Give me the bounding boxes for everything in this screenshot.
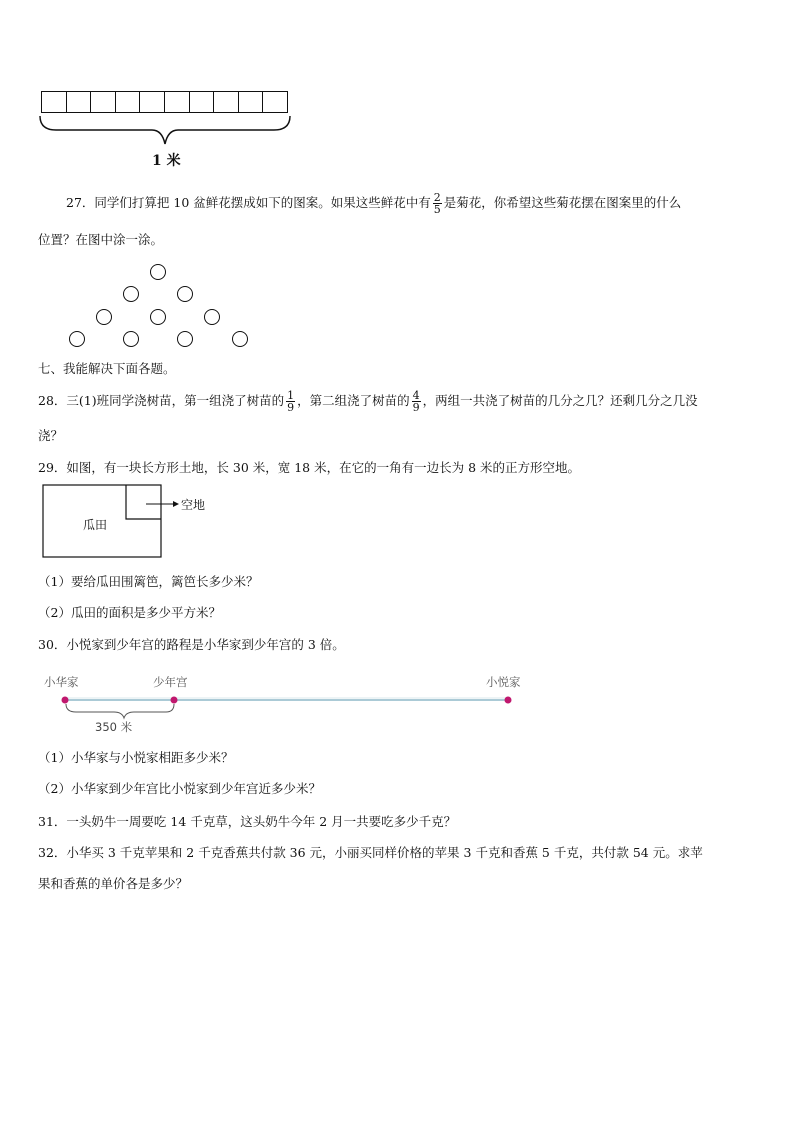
fraction-2-5: $\frac{2}{5}$ <box>433 191 441 216</box>
brace <box>36 114 294 150</box>
meter-ruler <box>41 91 288 113</box>
q27-line2: 位置？在图中涂一涂。 <box>38 232 164 247</box>
flower-circle[interactable] <box>96 309 112 325</box>
field-label: 瓜田 <box>83 518 108 532</box>
fraction-4-9: $\frac{4}{9}$ <box>412 389 420 414</box>
q32-line1: 32．小华买 3 千克苹果和 2 千克香蕉共付款 36 元，小丽买同样价格的苹果 3 千克和香蕉 5 千克，共付款 54 元。求苹 <box>38 845 703 860</box>
flower-circle[interactable] <box>232 331 248 347</box>
ruler-label: 1 米 <box>152 153 181 169</box>
q29-text: 29．如图，有一块长方形土地，长 30 米，宽 18 米，在它的一角有一边长为 8 米的正方形空地。 <box>38 460 581 475</box>
fraction-1-9: $\frac{1}{9}$ <box>287 389 295 414</box>
q28-line2: 浇？ <box>38 428 64 443</box>
flower-circle[interactable] <box>123 331 139 347</box>
flower-circle[interactable] <box>177 331 193 347</box>
empty-land-label: 空地 <box>181 498 206 512</box>
point-label-xiaohua: 小华家 <box>44 675 79 689</box>
distance-label: 350 米 <box>95 720 133 734</box>
q28-line1: 28．三(1)班同学浇树苗，第一组浇了树苗的 $\frac{1}{9}$ ，第二组浇了树苗的 $\frac{4}{9}$ ，两组一共浇了树苗的几分之几？还剩几分之几没 <box>38 389 698 414</box>
flower-circle[interactable] <box>204 309 220 325</box>
q29-sub1: （1）要给瓜田围篱笆，篱笆长多少米？ <box>38 574 259 589</box>
q30-text: 30．小悦家到少年宫的路程是小华家到少年宫的 3 倍。 <box>38 637 345 652</box>
q30-sub1: （1）小华家与小悦家相距多少米？ <box>38 750 234 765</box>
flower-circle[interactable] <box>123 286 139 302</box>
q32-line2: 果和香蕉的单价各是多少？ <box>38 876 189 891</box>
flower-circle[interactable] <box>150 264 166 280</box>
flower-circle[interactable] <box>150 309 166 325</box>
point-label-xiaoyue: 小悦家 <box>486 675 521 689</box>
q27-line1: 27．同学们打算把 10 盆鲜花摆成如下的图案。如果这些鲜花中有 $\frac{2}{5}$ 是菊花，你希望这些菊花摆在图案里的什么 <box>66 191 682 216</box>
q31-text: 31．一头奶牛一周要吃 14 千克草，这头奶牛今年 2 月一共要吃多少千克？ <box>38 814 457 829</box>
q30-sub2: （2）小华家到少年宫比小悦家到少年宫近多少米？ <box>38 781 321 796</box>
point-label-youth-palace: 少年宫 <box>153 675 188 689</box>
section-heading: 七、我能解决下面各题。 <box>38 361 176 376</box>
q29-sub2: （2）瓜田的面积是多少平方米？ <box>38 605 221 620</box>
flower-circle[interactable] <box>69 331 85 347</box>
flower-circle[interactable] <box>177 286 193 302</box>
